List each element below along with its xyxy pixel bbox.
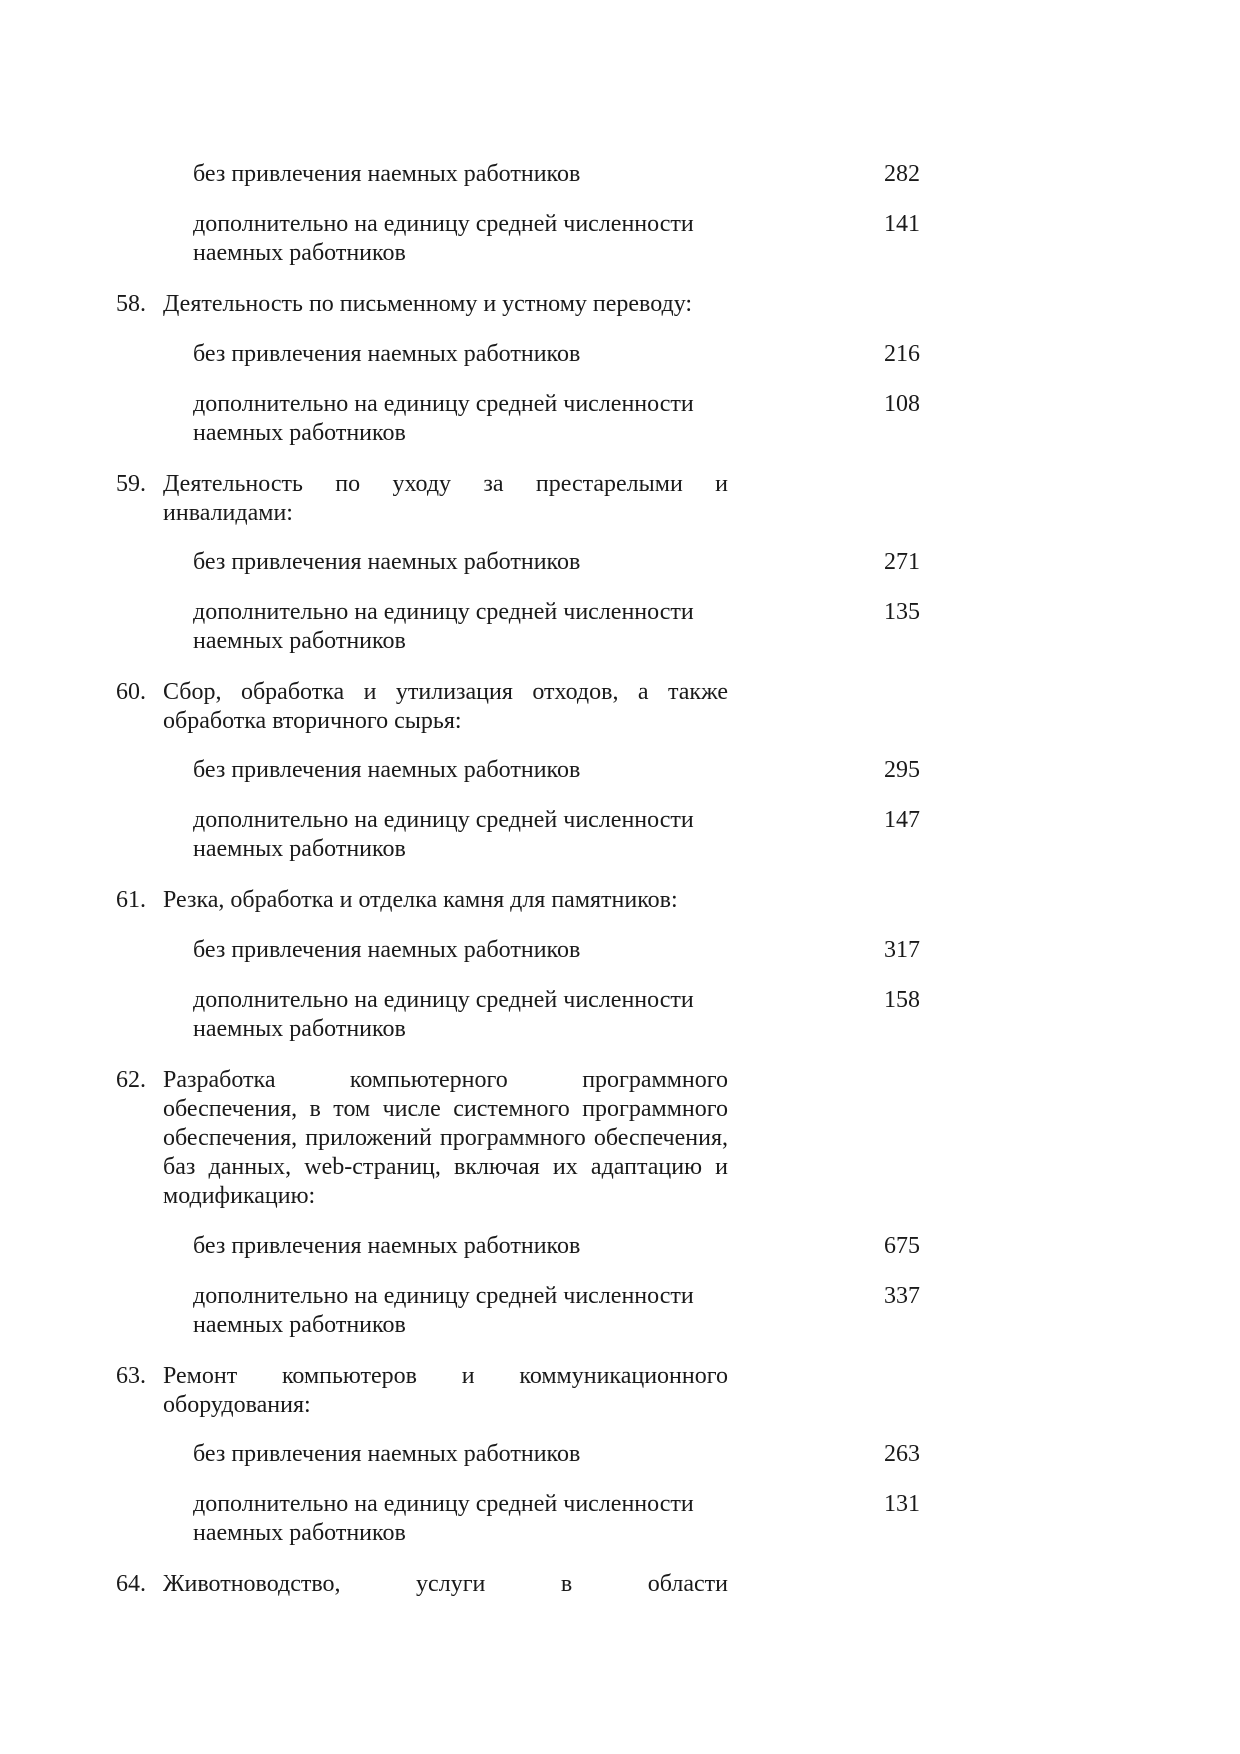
rate-value: 147	[884, 807, 920, 833]
rate-label: без привлечения наемных работников	[193, 161, 581, 187]
rate-label: дополнительно на единицу средней численности наемных работников	[193, 1283, 694, 1338]
rate-label: без привлечения наемных работников	[193, 1233, 581, 1259]
rate-value: 158	[884, 987, 920, 1013]
rate-value: 337	[884, 1283, 920, 1309]
rate-value: 271	[884, 549, 920, 575]
rate-value: 317	[884, 937, 920, 963]
item-number: 61.	[116, 887, 146, 913]
activity-title: Деятельность по письменному и устному переводу:	[163, 291, 693, 317]
activity-title: Ремонт компьютеров и коммуникационного оборудования:	[163, 1363, 728, 1418]
item-number: 60.	[116, 679, 146, 705]
activity-title: Резка, обработка и отделка камня для памятников:	[163, 887, 678, 913]
rate-value: 295	[884, 757, 920, 783]
rate-value: 263	[884, 1441, 920, 1467]
rate-label: без привлечения наемных работников	[193, 757, 581, 783]
rate-label: дополнительно на единицу средней численности наемных работников	[193, 987, 694, 1042]
rate-value: 135	[884, 599, 920, 625]
activity-title: Сбор, обработка и утилизация отходов, а также обработка вторичного сырья:	[163, 679, 728, 734]
rate-value: 131	[884, 1491, 920, 1517]
rate-label: без привлечения наемных работников	[193, 1441, 581, 1467]
item-number: 63.	[116, 1363, 146, 1389]
rate-value: 282	[884, 161, 920, 187]
item-number: 62.	[116, 1067, 146, 1093]
rate-label: дополнительно на единицу средней численности наемных работников	[193, 1491, 694, 1546]
rate-label: дополнительно на единицу средней численности наемных работников	[193, 391, 694, 446]
rate-label: дополнительно на единицу средней численности наемных работников	[193, 211, 694, 266]
rate-label: дополнительно на единицу средней численности наемных работников	[193, 599, 694, 654]
rate-value: 675	[884, 1233, 920, 1259]
activity-title: Разработка компьютерного программного обеспечения, в том числе системного программного обеспечения, приложений программного обеспечения, баз данных, web-страниц, включая их адаптацию и модификацию:	[163, 1067, 728, 1209]
item-number: 58.	[116, 291, 146, 317]
activity-title: Деятельность по уходу за престарелыми и инвалидами:	[163, 471, 728, 526]
activity-title: Животноводство, услуги в области	[163, 1571, 728, 1597]
rate-label: дополнительно на единицу средней численности наемных работников	[193, 807, 694, 862]
item-number: 64.	[116, 1571, 146, 1597]
rate-label: без привлечения наемных работников	[193, 341, 581, 367]
rate-label: без привлечения наемных работников	[193, 937, 581, 963]
item-number: 59.	[116, 471, 146, 497]
rate-label: без привлечения наемных работников	[193, 549, 581, 575]
rate-value: 216	[884, 341, 920, 367]
rate-value: 141	[884, 211, 920, 237]
rate-value: 108	[884, 391, 920, 417]
